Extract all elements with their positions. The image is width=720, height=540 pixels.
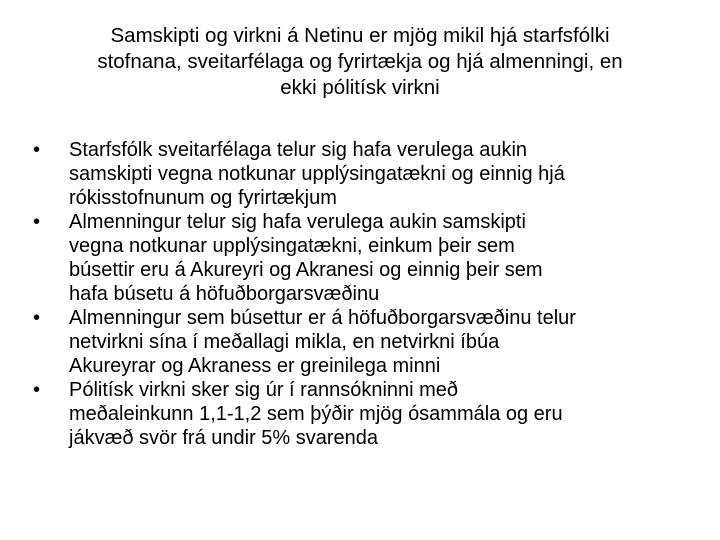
bullet-item	[30, 378, 690, 450]
bullet-list	[30, 138, 690, 450]
title-line: ekki pólitísk virkni	[280, 76, 440, 99]
bullet-text-line: hafa búsetu á höfuðborgarsvæðinu	[69, 283, 380, 305]
slide-title	[30, 23, 690, 101]
bullet-text-line: vegna notkunar upplýsingatækni, einkum þeir sem	[69, 235, 515, 257]
bullet-text-line: meðaleinkunn 1,1-1,2 sem þýðir mjög ósammála og eru	[69, 403, 563, 425]
bullet-text-line: Almenningur sem búsettur er á höfuðborgarsvæðinu telur	[69, 307, 576, 329]
bullet-text-line: jákvæð svör frá undir 5% svarenda	[69, 427, 379, 449]
bullet-icon: •	[33, 139, 41, 161]
bullet-text-line: samskipti vegna notkunar upplýsingatækni og einnig hjá	[69, 163, 565, 185]
bullet-text-line: rókisstofnunum og fyrirtækjum	[69, 187, 337, 209]
bullet-text-line: Almenningur telur sig hafa verulega aukin samskipti	[69, 211, 526, 233]
bullet-item	[30, 306, 690, 378]
title-line: stofnana, sveitarfélaga og fyrirtækja og hjá almenningi, en	[97, 50, 623, 73]
bullet-text-line: búsettir eru á Akureyri og Akranesi og einnig þeir sem	[69, 259, 543, 281]
bullet-text-line: Akureyrar og Akraness er greinilega minni	[69, 355, 441, 377]
bullet-text-line: Starfsfólk sveitarfélaga telur sig hafa verulega aukin	[69, 139, 528, 161]
bullet-icon: •	[33, 211, 41, 233]
bullet-item	[30, 210, 690, 306]
bullet-item	[30, 138, 690, 210]
title-line: Samskipti og virkni á Netinu er mjög mikil hjá starfsfólki	[110, 24, 610, 47]
bullet-text-line: Pólitísk virkni sker sig úr í rannsókninni með	[69, 379, 459, 401]
bullet-icon: •	[33, 307, 41, 329]
bullet-icon: •	[33, 379, 41, 401]
bullet-text-line: netvirkni sína í meðallagi mikla, en netvirkni íbúa	[69, 331, 500, 353]
